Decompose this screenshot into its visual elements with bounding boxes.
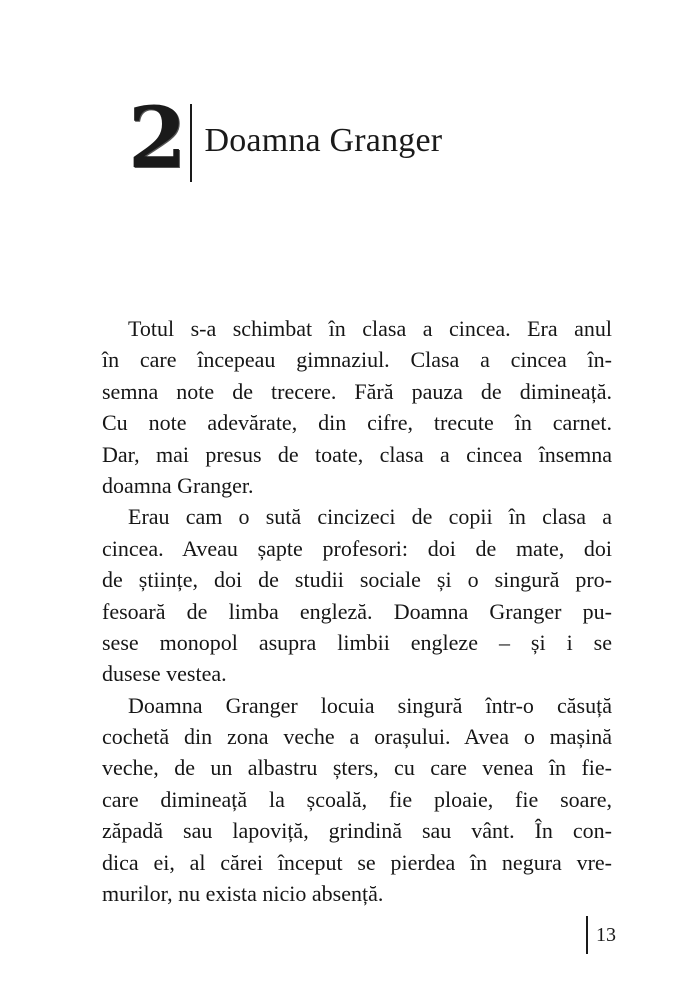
page-number-divider xyxy=(586,916,588,954)
text-line: Cu note adevărate, din cifre, trecute în carnet. xyxy=(102,410,612,436)
body-text xyxy=(102,313,612,909)
text-line: de științe, doi de studii sociale și o singură pro- xyxy=(102,567,612,593)
chapter-title: Doamna Granger xyxy=(204,122,443,159)
text-line: dusese vestea. xyxy=(102,661,227,687)
paragraph xyxy=(102,501,612,689)
text-line: Doamna Granger locuia singură într-o căsuță xyxy=(128,692,612,718)
text-line: cochetă din zona veche a orașului. Avea o mașină xyxy=(102,724,612,750)
page-number: 13 xyxy=(596,923,616,946)
chapter-heading xyxy=(128,88,443,187)
chapter-number: 2 xyxy=(128,88,187,187)
paragraph xyxy=(102,313,612,501)
text-line: veche, de un albastru șters, cu care venea în fie- xyxy=(102,755,612,781)
text-line: în care începeau gimnaziul. Clasa a cincea în- xyxy=(102,347,612,373)
text-line: murilor, nu exista nicio absență. xyxy=(102,881,384,907)
text-line: Dar, mai presus de toate, clasa a cincea însemna xyxy=(102,441,612,467)
text-line: semna note de trecere. Fără pauza de dimineață. xyxy=(102,378,612,404)
text-line: zăpadă sau lapoviță, grindină sau vânt. În con- xyxy=(102,818,612,844)
page-footer xyxy=(586,916,616,954)
text-line: dica ei, al cărei început se pierdea în negura vre- xyxy=(102,849,612,875)
paragraph xyxy=(102,690,612,910)
text-line: sese monopol asupra limbii engleze – și i se xyxy=(102,629,612,655)
text-line: Erau cam o sută cincizeci de copii în clasa a xyxy=(128,504,612,530)
text-line: care dimineață la școală, fie ploaie, fie soare, xyxy=(102,786,612,812)
chapter-divider xyxy=(190,104,192,182)
text-line: Totul s-a schimbat în clasa a cincea. Era anul xyxy=(128,316,612,341)
text-line: fesoară de limba engleză. Doamna Granger pu- xyxy=(102,598,612,624)
text-line: cincea. Aveau șapte profesori: doi de mate, doi xyxy=(102,535,612,561)
text-line: doamna Granger. xyxy=(102,472,254,498)
